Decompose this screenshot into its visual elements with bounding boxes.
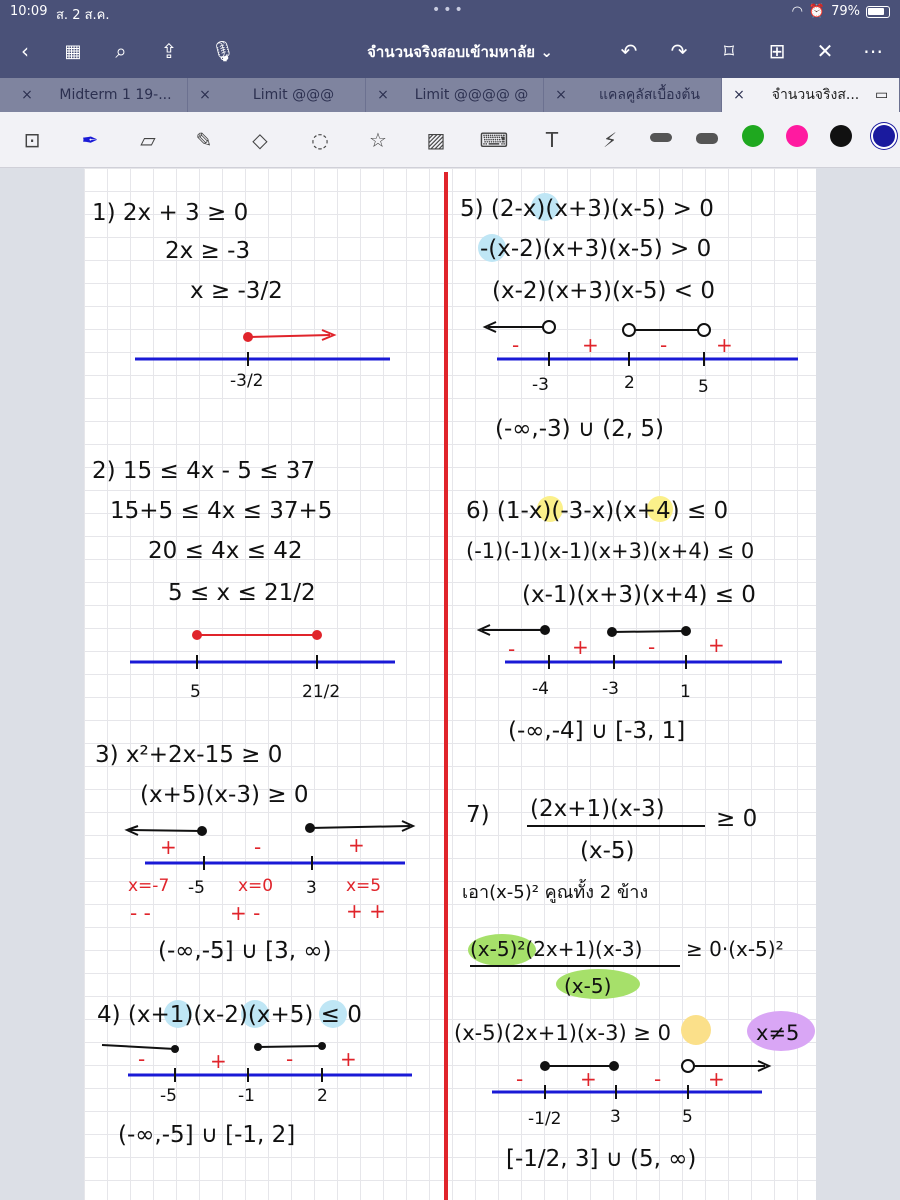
tick-label: -1 (238, 1086, 255, 1106)
tick-label: 5 (682, 1107, 693, 1127)
tick-label: -3 (602, 679, 619, 699)
p7-step: (x-5) (564, 974, 612, 998)
tick-label: 3 (610, 1107, 621, 1127)
mic-off-icon[interactable]: 🎙 (210, 39, 236, 63)
tick-label: -5 (160, 1086, 177, 1106)
undo-icon[interactable]: ↶ (620, 39, 638, 63)
zoom-writing-icon[interactable]: ⊡ (23, 128, 41, 152)
closed-point (312, 630, 322, 640)
sign: + (708, 633, 725, 657)
closed-point (171, 1045, 179, 1053)
grid-icon[interactable]: ▦ (64, 40, 82, 62)
tick-label: 21/2 (302, 682, 341, 702)
sign: - (516, 1067, 524, 1091)
tab-limit[interactable]: × Limit @@@ (188, 78, 366, 112)
p7-note: เอา(x-5)² คูณทั้ง 2 ข้าง (462, 882, 649, 903)
back-icon[interactable]: ‹ (21, 39, 29, 63)
problem-6 (466, 496, 782, 744)
document-title[interactable]: จำนวนจริงสอบเข้ามหาลัย ⌄ (367, 43, 553, 61)
eraser-icon[interactable]: ▱ (140, 128, 156, 152)
wifi-icon: ◠ (791, 4, 803, 19)
add-page-icon[interactable]: ⊞ (768, 39, 786, 63)
closed-point (318, 1042, 326, 1050)
problem-3 (95, 742, 413, 964)
sign: - (138, 1047, 146, 1071)
p6-line: (-1)(-1)(x-1)(x+3)(x+4) ≤ 0 (466, 539, 755, 563)
p2-line: 2) 15 ≤ 4x - 5 ≤ 37 (92, 458, 316, 484)
closed-point (681, 626, 691, 636)
problem-1 (92, 200, 390, 391)
p3-line: (x+5)(x-3) ≥ 0 (140, 782, 309, 808)
tick-label: 2 (624, 373, 635, 393)
p1-line: 2x ≥ -3 (165, 238, 251, 264)
closed-point (254, 1043, 262, 1051)
p5-line: -(x-2)(x+3)(x-5) > 0 (480, 236, 712, 262)
highlight (681, 1015, 711, 1045)
multitask-dots-icon[interactable]: ••• (432, 2, 466, 18)
solution-segment (612, 631, 686, 632)
image-icon[interactable]: ▨ (426, 128, 446, 152)
tab-close-icon[interactable]: × (377, 87, 389, 103)
p7-numerator: (2x+1)(x-3) (530, 796, 665, 822)
search-icon[interactable]: ⌕ (115, 39, 127, 63)
tick-label: -3 (532, 375, 549, 395)
tab-real-numbers[interactable]: × จำนวนจริงส... ▭ (722, 78, 900, 112)
pen-icon[interactable]: ✒ (81, 128, 99, 152)
sign: + (580, 1067, 597, 1091)
shapes-icon[interactable]: ◇ (252, 128, 268, 152)
tick-label: 3 (306, 878, 317, 898)
problem-2 (92, 458, 395, 702)
p3-line: 3) x²+2x-15 ≥ 0 (95, 742, 283, 768)
closed-point (192, 630, 202, 640)
p7-step: (x-5)²(2x+1)(x-3) (470, 937, 643, 961)
status-time: 10:09 (10, 4, 48, 19)
tick-label: -1/2 (528, 1109, 562, 1129)
more-icon[interactable]: ⋯ (863, 39, 883, 63)
tick-label: 1 (680, 682, 691, 702)
sign: - (654, 1067, 662, 1091)
tick-label: 5 (190, 682, 201, 702)
solution-ray (248, 335, 330, 337)
status-date: ส. 2 ส.ค. (56, 8, 110, 23)
p7-excluded: x≠5 (756, 1021, 800, 1045)
closed-point (243, 332, 253, 342)
laser-pointer-icon[interactable]: ⚡ (602, 128, 618, 152)
answer: (-∞,-3) ∪ (2, 5) (495, 416, 664, 442)
sign: + (582, 333, 599, 357)
test-value: x=-7 (128, 876, 170, 896)
test-value: x=0 (238, 876, 274, 896)
keyboard-icon[interactable]: ⌨ (479, 128, 509, 152)
problem-7 (454, 796, 815, 1172)
test-value: x=5 (346, 876, 382, 896)
closed-point (540, 1061, 550, 1071)
tab-close-icon[interactable]: × (21, 87, 33, 103)
closed-point (305, 823, 315, 833)
answer: [-1/2, 3] ∪ (5, ∞) (506, 1146, 697, 1172)
tick-label: 5 (698, 377, 709, 397)
tab-close-icon[interactable]: × (199, 87, 211, 103)
tick-label: -5 (188, 878, 205, 898)
redo-icon[interactable]: ↷ (670, 39, 688, 63)
battery-percent: 79% (831, 4, 860, 19)
sign: + (716, 333, 733, 357)
lasso-icon[interactable]: ◌ (311, 128, 329, 152)
p5-line: (x-2)(x+3)(x-5) < 0 (492, 278, 715, 304)
closed-point (197, 826, 207, 836)
closed-point (609, 1061, 619, 1071)
test-sign: + - (230, 901, 261, 925)
highlighter-icon[interactable]: ✎ (195, 128, 213, 152)
problem-5 (460, 193, 798, 442)
sign: + (572, 635, 589, 659)
tab-midterm[interactable]: × Midterm 1 19-... (10, 78, 188, 112)
sign: + (210, 1049, 227, 1073)
test-sign: + + (346, 899, 386, 923)
closed-point (540, 625, 550, 635)
sign: + (340, 1047, 357, 1071)
sign: - (254, 835, 262, 859)
open-point (682, 1060, 694, 1072)
p4-line: 4) (x+1)(x-2)(x+5) ≤ 0 (97, 1002, 362, 1028)
sign: - (286, 1047, 294, 1071)
answer: (-∞,-4] ∪ [-3, 1] (508, 718, 686, 744)
sign: + (708, 1067, 725, 1091)
test-sign: - - (130, 901, 151, 925)
p2-line: 15+5 ≤ 4x ≤ 37+5 (110, 498, 333, 524)
bookmark-icon[interactable]: ⌑ (723, 39, 735, 63)
p2-line: 5 ≤ x ≤ 21/2 (168, 580, 316, 606)
problem-4 (97, 1000, 412, 1148)
solution-ray (310, 826, 410, 828)
open-point (623, 324, 635, 336)
tab-window-icon[interactable]: ▭ (875, 87, 889, 103)
sign: + (160, 835, 177, 859)
p7-denominator: (x-5) (580, 838, 635, 864)
sign: - (512, 333, 520, 357)
p6-line: (x-1)(x+3)(x+4) ≤ 0 (522, 582, 756, 608)
p7-relation: ≥ 0 (716, 806, 758, 832)
open-point (543, 321, 555, 333)
p6-line: 6) (1-x)(-3-x)(x+4) ≤ 0 (466, 498, 729, 524)
tick-label: -4 (532, 679, 549, 699)
p5-line: 5) (2-x)(x+3)(x-5) > 0 (460, 196, 714, 222)
tab-calculus[interactable]: × แคลคูลัสเบื้องต้น (544, 78, 722, 112)
answer: (-∞,-5] ∪ [3, ∞) (158, 938, 332, 964)
tick-label: -3/2 (230, 371, 264, 391)
answer: (-∞,-5] ∪ [-1, 2] (118, 1122, 296, 1148)
text-box-icon[interactable]: T (545, 128, 559, 152)
p7-step: ≥ 0·(x-5)² (686, 937, 784, 961)
sticker-icon[interactable]: ☆ (369, 128, 387, 152)
tab-close-icon[interactable]: × (733, 87, 745, 103)
tab-limit-2[interactable]: × Limit @@@@ @ (366, 78, 544, 112)
p7-step: (x-5)(2x+1)(x-3) ≥ 0 (454, 1021, 671, 1045)
p1-line: x ≥ -3/2 (190, 278, 283, 304)
closed-point (607, 627, 617, 637)
tab-close-icon[interactable]: × (555, 87, 567, 103)
p7-number: 7) (466, 802, 490, 828)
close-pen-icon[interactable]: ✕ (816, 39, 834, 63)
solution-ray (130, 830, 202, 831)
sign: - (508, 637, 516, 661)
share-icon[interactable]: ⇪ (160, 39, 178, 63)
open-point (698, 324, 710, 336)
alarm-icon: ⏰ (808, 4, 826, 19)
sign: - (660, 333, 668, 357)
sign: + (348, 833, 365, 857)
p2-line: 20 ≤ 4x ≤ 42 (148, 538, 303, 564)
tick-label: 2 (317, 1086, 328, 1106)
sign: - (648, 635, 656, 659)
p1-line: 1) 2x + 3 ≥ 0 (92, 200, 249, 226)
